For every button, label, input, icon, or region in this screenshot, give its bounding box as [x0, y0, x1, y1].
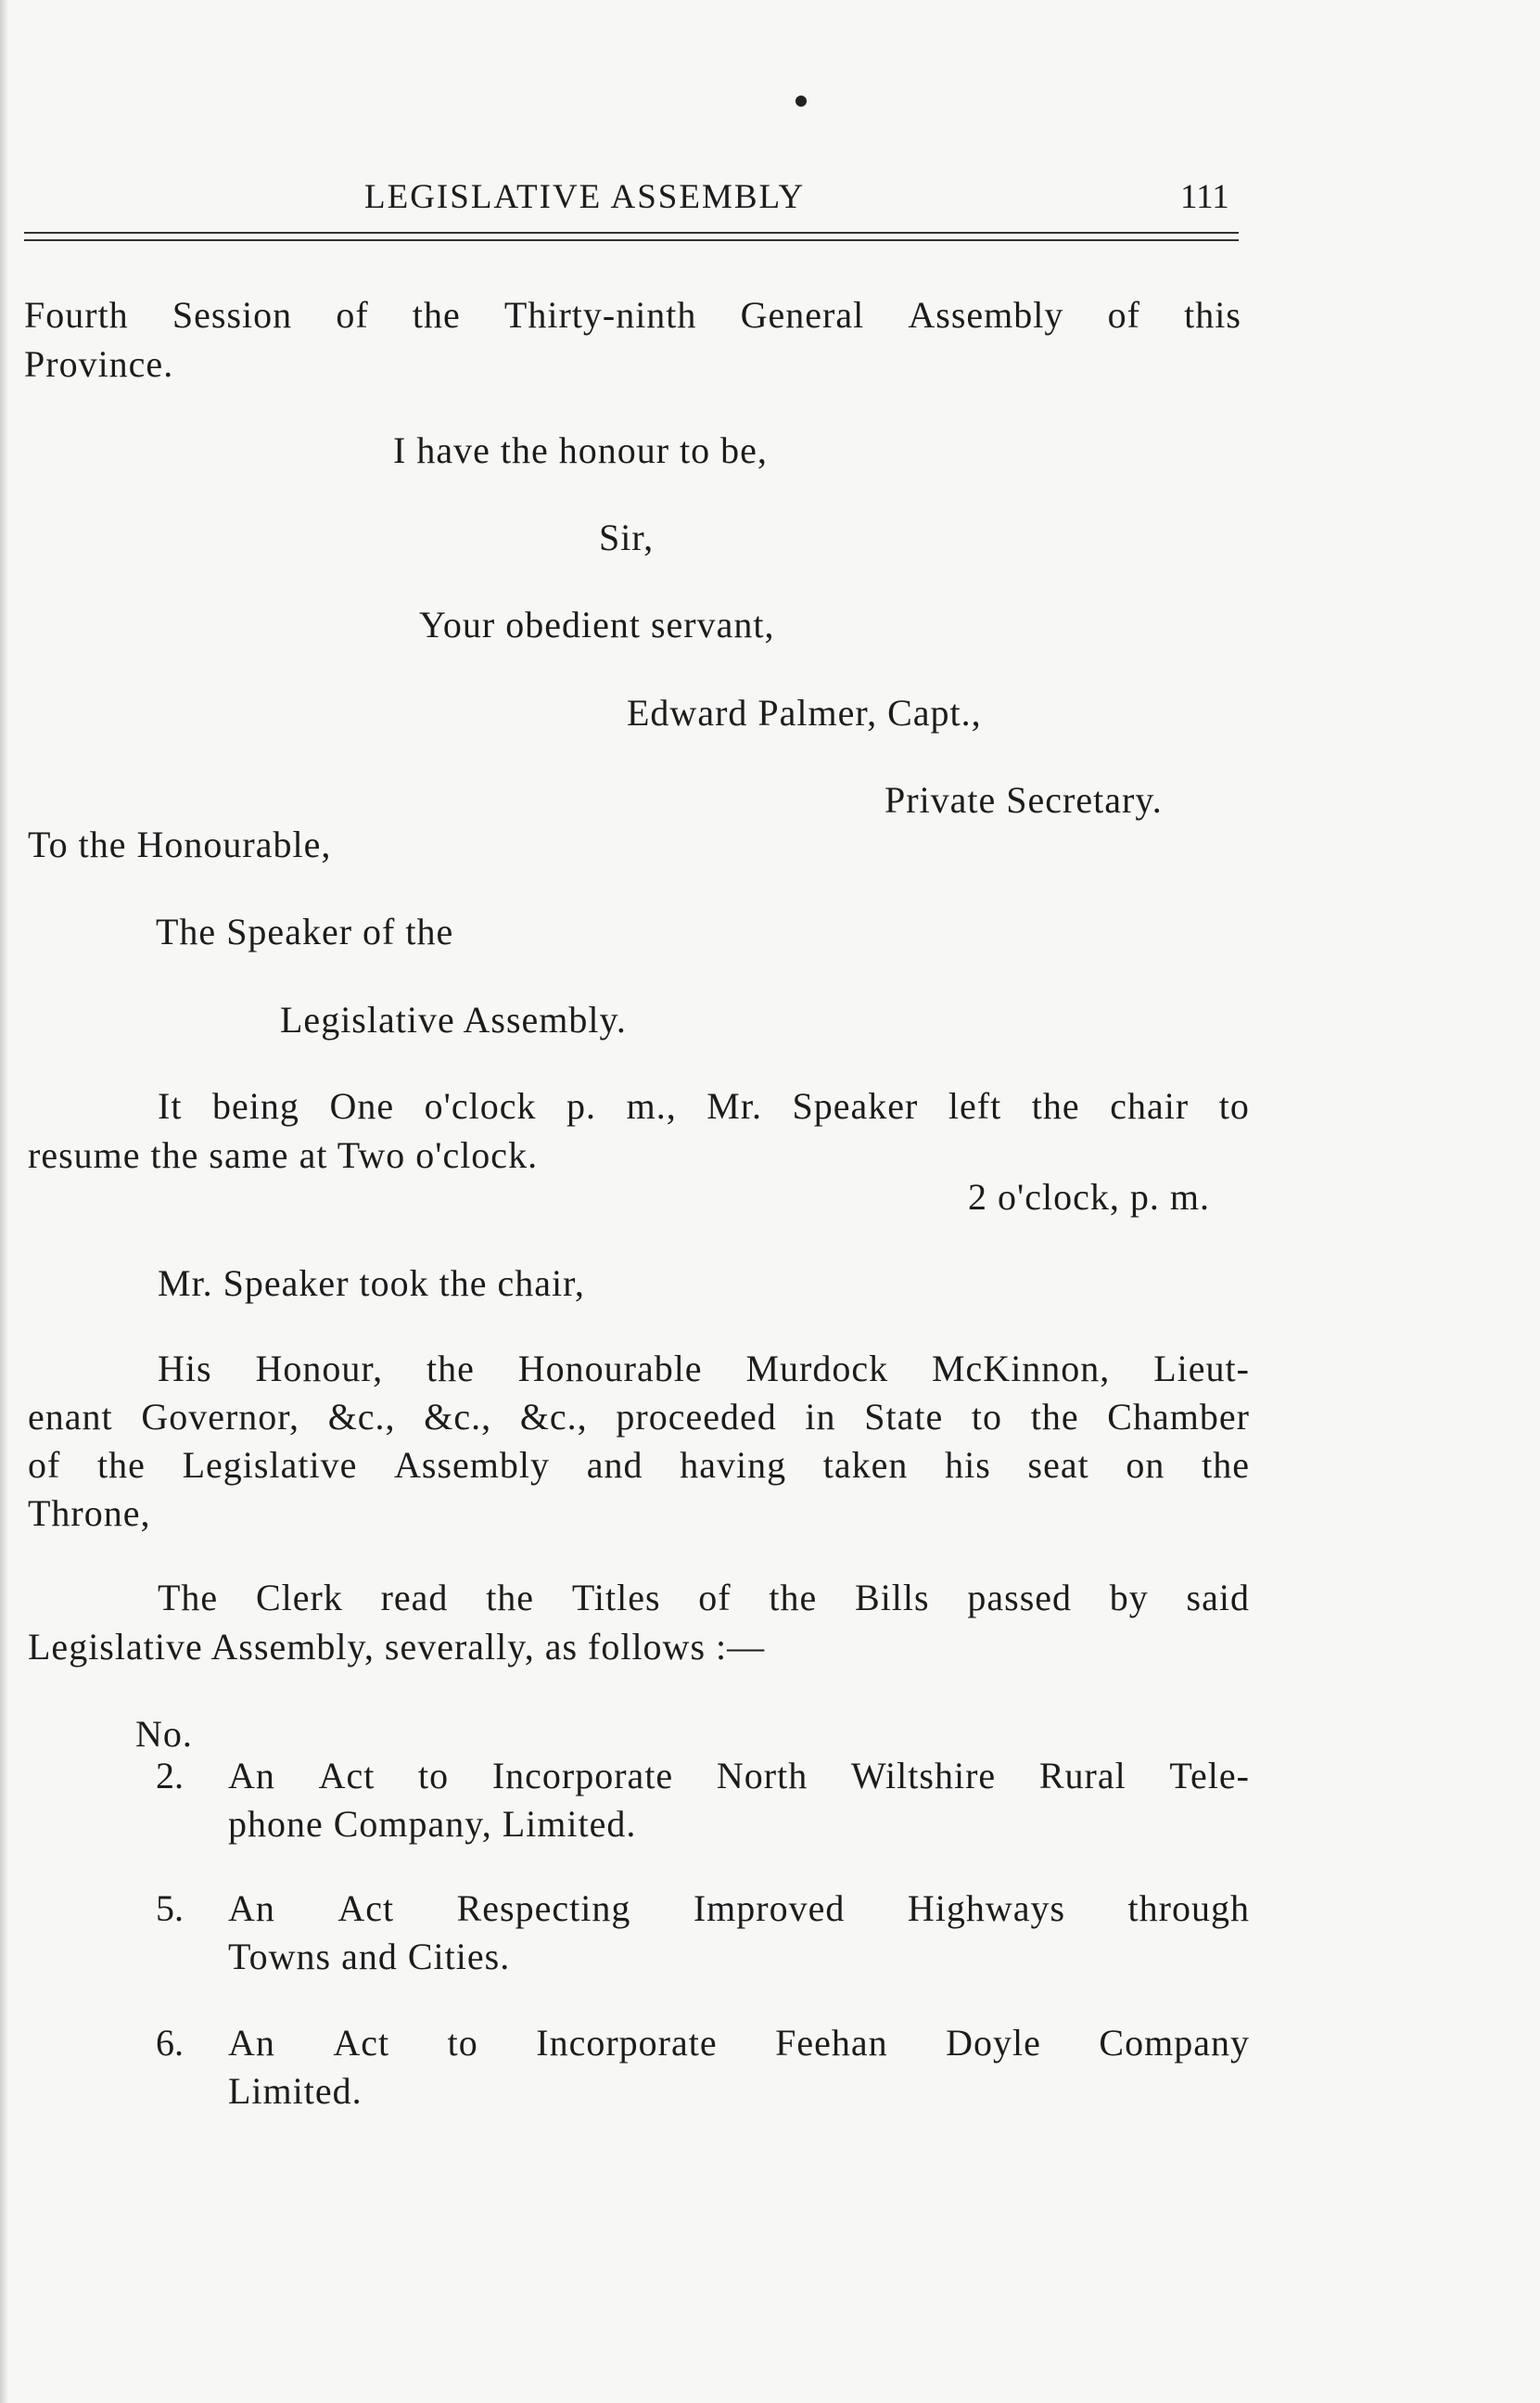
word: of [1107, 294, 1140, 336]
word: to [1218, 1085, 1250, 1127]
word: North [716, 1755, 808, 1796]
word: by [1109, 1577, 1149, 1618]
word: of [28, 1444, 61, 1486]
word: Assembly [394, 1444, 551, 1486]
bill-title-line-2: Towns and Cities. [228, 1936, 511, 1977]
word: General [740, 294, 865, 336]
time-marker: 2 o'clock, p. m. [968, 1176, 1210, 1218]
word: Mr. [706, 1085, 762, 1127]
word: Murdock [745, 1348, 889, 1389]
word: o'clock [424, 1085, 537, 1127]
running-header-title: LEGISLATIVE ASSEMBLY [364, 178, 806, 216]
page-number: 111 [1180, 178, 1229, 216]
word: An [228, 1887, 275, 1929]
word: Wiltshire [850, 1755, 997, 1796]
word: Doyle [946, 2022, 1041, 2064]
word: Bills [855, 1577, 930, 1618]
word: Honourable [517, 1348, 703, 1389]
word: the [1031, 1085, 1080, 1127]
header-rule-top [24, 232, 1239, 234]
word: One [329, 1085, 395, 1127]
ink-dot [795, 96, 807, 107]
bill-number: 2. [156, 1755, 184, 1796]
adjourn-line-1 [158, 1085, 1250, 1127]
word: Session [172, 294, 293, 336]
bill-title-line-1 [228, 1755, 1250, 1796]
word: Fourth [24, 294, 129, 336]
word: enant [28, 1396, 113, 1438]
word: Improved [693, 1887, 846, 1929]
word: Respecting [456, 1887, 631, 1929]
word: Chamber [1107, 1396, 1250, 1438]
word: Legislative [182, 1444, 358, 1486]
word: Feehan [775, 2022, 888, 2064]
word: the [486, 1577, 535, 1618]
opening-paragraph-line-2: Province. [24, 343, 174, 385]
word: said [1186, 1577, 1250, 1618]
letter-salutation: Sir, [599, 517, 655, 558]
honour-line-4: Throne, [28, 1492, 151, 1534]
word: in [805, 1396, 836, 1438]
word: p. [566, 1085, 597, 1127]
word: Act [333, 2022, 390, 2064]
honour-line-3 [28, 1444, 1250, 1486]
word: on [1126, 1444, 1165, 1486]
header-rule-bottom [24, 239, 1239, 241]
word: Governor, [141, 1396, 299, 1438]
word: read [380, 1577, 449, 1618]
word: to [971, 1396, 1003, 1438]
word: An [228, 2022, 275, 2064]
word: chair [1110, 1085, 1190, 1127]
word: Assembly [908, 294, 1064, 336]
word: Titles [571, 1577, 661, 1618]
word: Rural [1038, 1755, 1126, 1796]
bill-title-line-2: Limited. [228, 2070, 363, 2112]
bill-number: 5. [156, 1887, 184, 1929]
word: having [680, 1444, 787, 1486]
word: Tele- [1169, 1755, 1250, 1796]
word: It [158, 1085, 183, 1127]
word: Act [337, 1887, 395, 1929]
word: Company [1099, 2022, 1250, 2064]
word: The [158, 1577, 219, 1618]
word: this [1184, 294, 1241, 336]
word: Lieut- [1153, 1348, 1250, 1389]
word: Act [318, 1755, 375, 1796]
opening-paragraph-line-1 [24, 294, 1241, 336]
word: and [586, 1444, 643, 1486]
word: the [1202, 1444, 1250, 1486]
word: proceeded [616, 1396, 777, 1438]
bill-number-header: No. [135, 1713, 193, 1755]
bill-title-line-1 [228, 1887, 1250, 1929]
letter-addressee-2: The Speaker of the [156, 911, 454, 952]
word: Incorporate [491, 1755, 674, 1796]
clerk-line-2: Legislative Assembly, severally, as follows :— [28, 1626, 766, 1668]
clerk-line-1 [158, 1579, 1250, 1617]
word: &c., [327, 1396, 396, 1438]
word: the [769, 1577, 818, 1618]
word: Speaker [792, 1085, 919, 1127]
word: the [1030, 1396, 1079, 1438]
bill-title-line-2: phone Company, Limited. [228, 1803, 637, 1845]
word: left [948, 1085, 1002, 1127]
word: to [447, 2022, 478, 2064]
word: seat [1027, 1444, 1089, 1486]
word: Highways [907, 1887, 1066, 1929]
word: Thirty-ninth [503, 294, 697, 336]
word: of [336, 294, 369, 336]
word: m., [626, 1085, 677, 1127]
letter-addressee-1: To the Honourable, [28, 824, 332, 865]
word: &c., [519, 1396, 588, 1438]
honour-line-1 [158, 1350, 1250, 1387]
word: the [426, 1348, 475, 1389]
letter-signatory-title: Private Secretary. [885, 779, 1163, 821]
letter-signatory: Edward Palmer, Capt., [627, 692, 982, 734]
letter-servant: Your obedient servant, [419, 604, 775, 645]
honour-line-2 [28, 1396, 1250, 1438]
word: his [945, 1444, 991, 1486]
word: to [418, 1755, 450, 1796]
word: &c., [424, 1396, 492, 1438]
bill-title-line-1 [228, 2022, 1250, 2064]
word: the [97, 1444, 146, 1486]
speaker-took-chair: Mr. Speaker took the chair, [158, 1262, 585, 1304]
word: Incorporate [536, 2022, 718, 2064]
letter-closing: I have the honour to be, [393, 429, 768, 471]
word: of [698, 1577, 732, 1618]
word: State [864, 1396, 944, 1438]
word: Honour, [255, 1348, 384, 1389]
word: An [228, 1755, 275, 1796]
word: passed [967, 1577, 1073, 1618]
adjourn-line-2: resume the same at Two o'clock. [28, 1134, 539, 1176]
word: being [212, 1085, 299, 1127]
word: His [158, 1348, 212, 1389]
bill-number: 6. [156, 2022, 184, 2064]
word: the [412, 294, 461, 336]
word: taken [822, 1444, 909, 1486]
word: through [1127, 1887, 1250, 1929]
page-edge-shadow [0, 0, 9, 2403]
word: McKinnon, [931, 1348, 1111, 1389]
letter-addressee-3: Legislative Assembly. [280, 999, 627, 1041]
word: Clerk [255, 1577, 343, 1618]
